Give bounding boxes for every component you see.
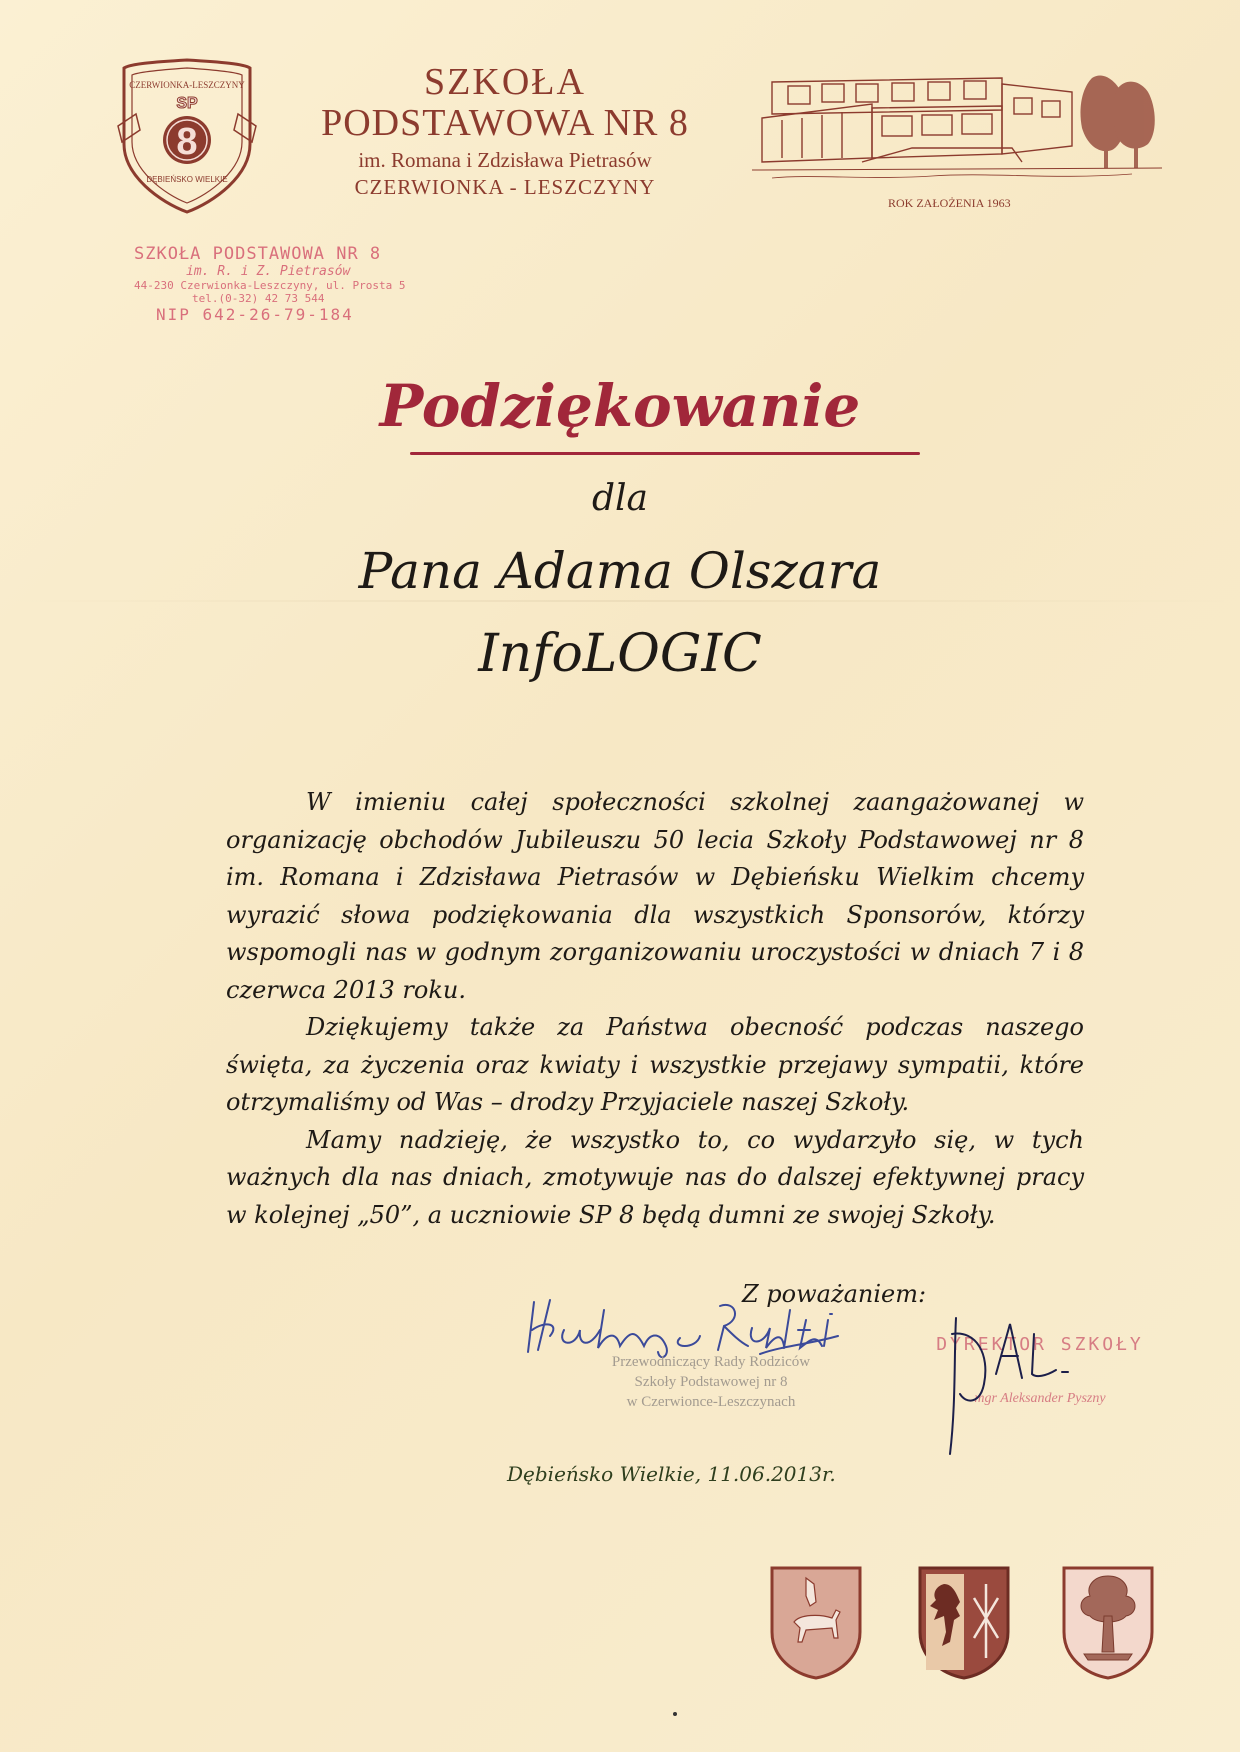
school-name-line1: SZKOŁA [424,61,586,103]
parents-stamp-line-2: Szkoły Podstawowej nr 8 [634,1374,788,1390]
school-name-line2: PODSTAWOWA NR 8 [321,102,689,144]
school-town: CZERWIONKA - LESZCZYNY [354,175,656,199]
closing-regards: Z poważaniem: [742,1280,927,1308]
coat-of-arms-deer [766,1562,866,1682]
parents-stamp-line-3: w Czerwionce-Leszczynach [626,1394,796,1410]
letter-body [226,784,1084,1234]
body-paragraph-2: Dziękujemy także za Państwa obecność podczas naszego święta, za życzenia oraz kwiaty i wszystkie przejawy sympatii, które otrzymaliśmy od Was – drodzy Przyjaciele naszej Szkoły. [226,1013,1084,1116]
director-stamp-name: mgr Aleksander Pyszny [974,1391,1106,1406]
paper-crease [0,600,1240,602]
director-signature [946,1294,1086,1464]
logo-badge: SP [176,95,198,112]
stamp-line-5: NIP 642-26-79-184 [156,305,354,324]
school-building-illustration [752,58,1162,188]
school-logo [112,56,262,216]
school-patron: im. Romana i Zdzisława Pietrasów [358,148,652,172]
title-underline [410,452,920,455]
parents-council-stamp [596,1352,826,1412]
stamp-line-4: tel.(0-32) 42 73 544 [192,292,325,305]
recipient-prefix: dla [591,478,649,519]
document-title: Podziękowanie [379,372,861,440]
school-name-block [290,62,720,200]
recipient-company: InfoLOGIC [478,624,762,684]
coat-of-arms-tree [1058,1562,1158,1682]
school-stamp [134,244,406,324]
document-date: Dębieńsko Wielkie, 11.06.2013r. [507,1462,836,1486]
coat-of-arms-eagle [914,1562,1014,1682]
logo-number: 8 [176,121,198,163]
logo-top-text: CZERWIONKA-LESZCZYNY [129,80,245,90]
logo-bottom-text: DĘBIEŃSKO WIELKIE [146,175,228,184]
stamp-line-3: 44-230 Czerwionka-Leszczyny, ul. Prosta 5 [134,279,406,292]
recipient-name: Pana Adama Olszara [358,542,882,600]
founding-year: ROK ZAŁOŻENIA 1963 [888,196,1011,210]
parents-stamp-line-1: Przewodniczący Rady Rodziców [611,1354,811,1370]
paper-mark [673,1712,677,1716]
director-stamp-title: DYREKTOR SZKOŁY [936,1334,1144,1355]
stamp-line-2: im. R. i Z. Pietrasów [186,264,351,279]
body-paragraph-3: Mamy nadzieję, że wszystko to, co wydarzyło się, w tych ważnych dla nas dniach, zmotywuje nas do dalszej efektywnej pracy w kolejnej „50”, a uczniowie SP 8 będą dumni ze swojej Szkoły. [226,1125,1084,1229]
stamp-line-1: SZKOŁA PODSTAWOWA NR 8 [134,244,382,264]
body-paragraph-1: W imieniu całej społeczności szkolnej zaangażowanej w organizację obchodów Jubileuszu 50 lecia Szkoły Podstawowej nr 8 im. Romana i Zdzisława Pietrasów w Dębieńsku Wielkim chcemy wyrazić słowa podziękowania dla wszystkich Sponsorów, którzy wspomogli nas w godnym zorganizowaniu uroczystości w dniach 7 i 8 czerwca 2013 roku. [226,788,1084,1004]
